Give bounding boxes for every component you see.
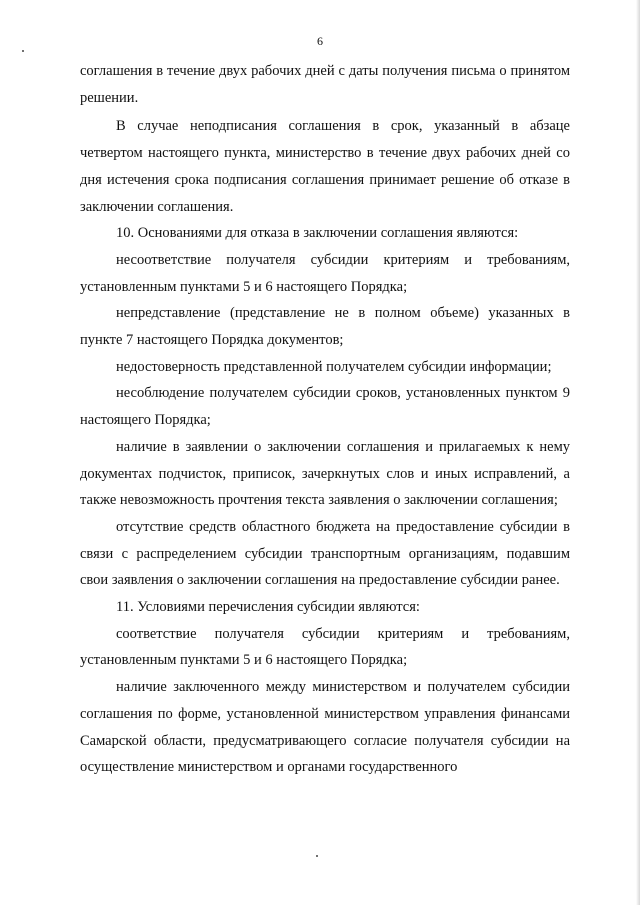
list-item: наличие заключенного между министерством и получателем субсидии соглашения по форме, установленной министерством управления финансами Самарской области, предусматривающего согласие получателя субсидии на осуществление министерством и органами государственного [80, 679, 570, 776]
paragraph: В случае неподписания соглашения в срок, указанный в абзаце четвертом настоящего пункта, министерство в течение двух рабочих дней со дня истечения срока подписания соглашения принимает решение об отказе в заключении соглашения. [80, 118, 570, 215]
list-item: несоответствие получателя субсидии критериям и требованиям, установленным пунктами 5 и 6 настоящего Порядка; [80, 251, 570, 295]
list-item: недостоверность представленной получателем субсидии информации; [116, 358, 552, 375]
page-number: 6 [317, 34, 323, 48]
list-item: наличие в заявлении о заключении соглашения и прилагаемых к нему документах подчисток, приписок, зачеркнутых слов и иных исправлений, а также невозможность прочтения текста заявления о заключении соглашения; [80, 438, 570, 509]
list-item: отсутствие средств областного бюджета на предоставление субсидии в связи с распределением субсидии транспортным организациям, подавшим свои заявления о заключении соглашения на предоставление субсидии ранее. [80, 518, 570, 589]
scan-artifact-dot [22, 50, 24, 52]
scan-edge-shadow [636, 0, 640, 905]
scan-artifact-dot [316, 855, 318, 857]
section-heading-10: 10. Основаниями для отказа в заключении соглашения являются: [116, 225, 519, 242]
paragraph-continuation: соглашения в течение двух рабочих дней с даты получения письма о принятом решении. [80, 63, 570, 106]
list-item: несоблюдение получателем субсидии сроков, установленных пунктом 9 настоящего Порядка; [80, 385, 570, 429]
list-item: непредставление (представление не в полном объеме) указанных в пункте 7 настоящего Порядка документов; [80, 305, 570, 349]
section-heading-11: 11. Условиями перечисления субсидии являются: [116, 599, 420, 616]
document-body [80, 58, 570, 781]
list-item: соответствие получателя субсидии критериям и требованиям, установленным пунктами 5 и 6 настоящего Порядка; [80, 625, 570, 669]
